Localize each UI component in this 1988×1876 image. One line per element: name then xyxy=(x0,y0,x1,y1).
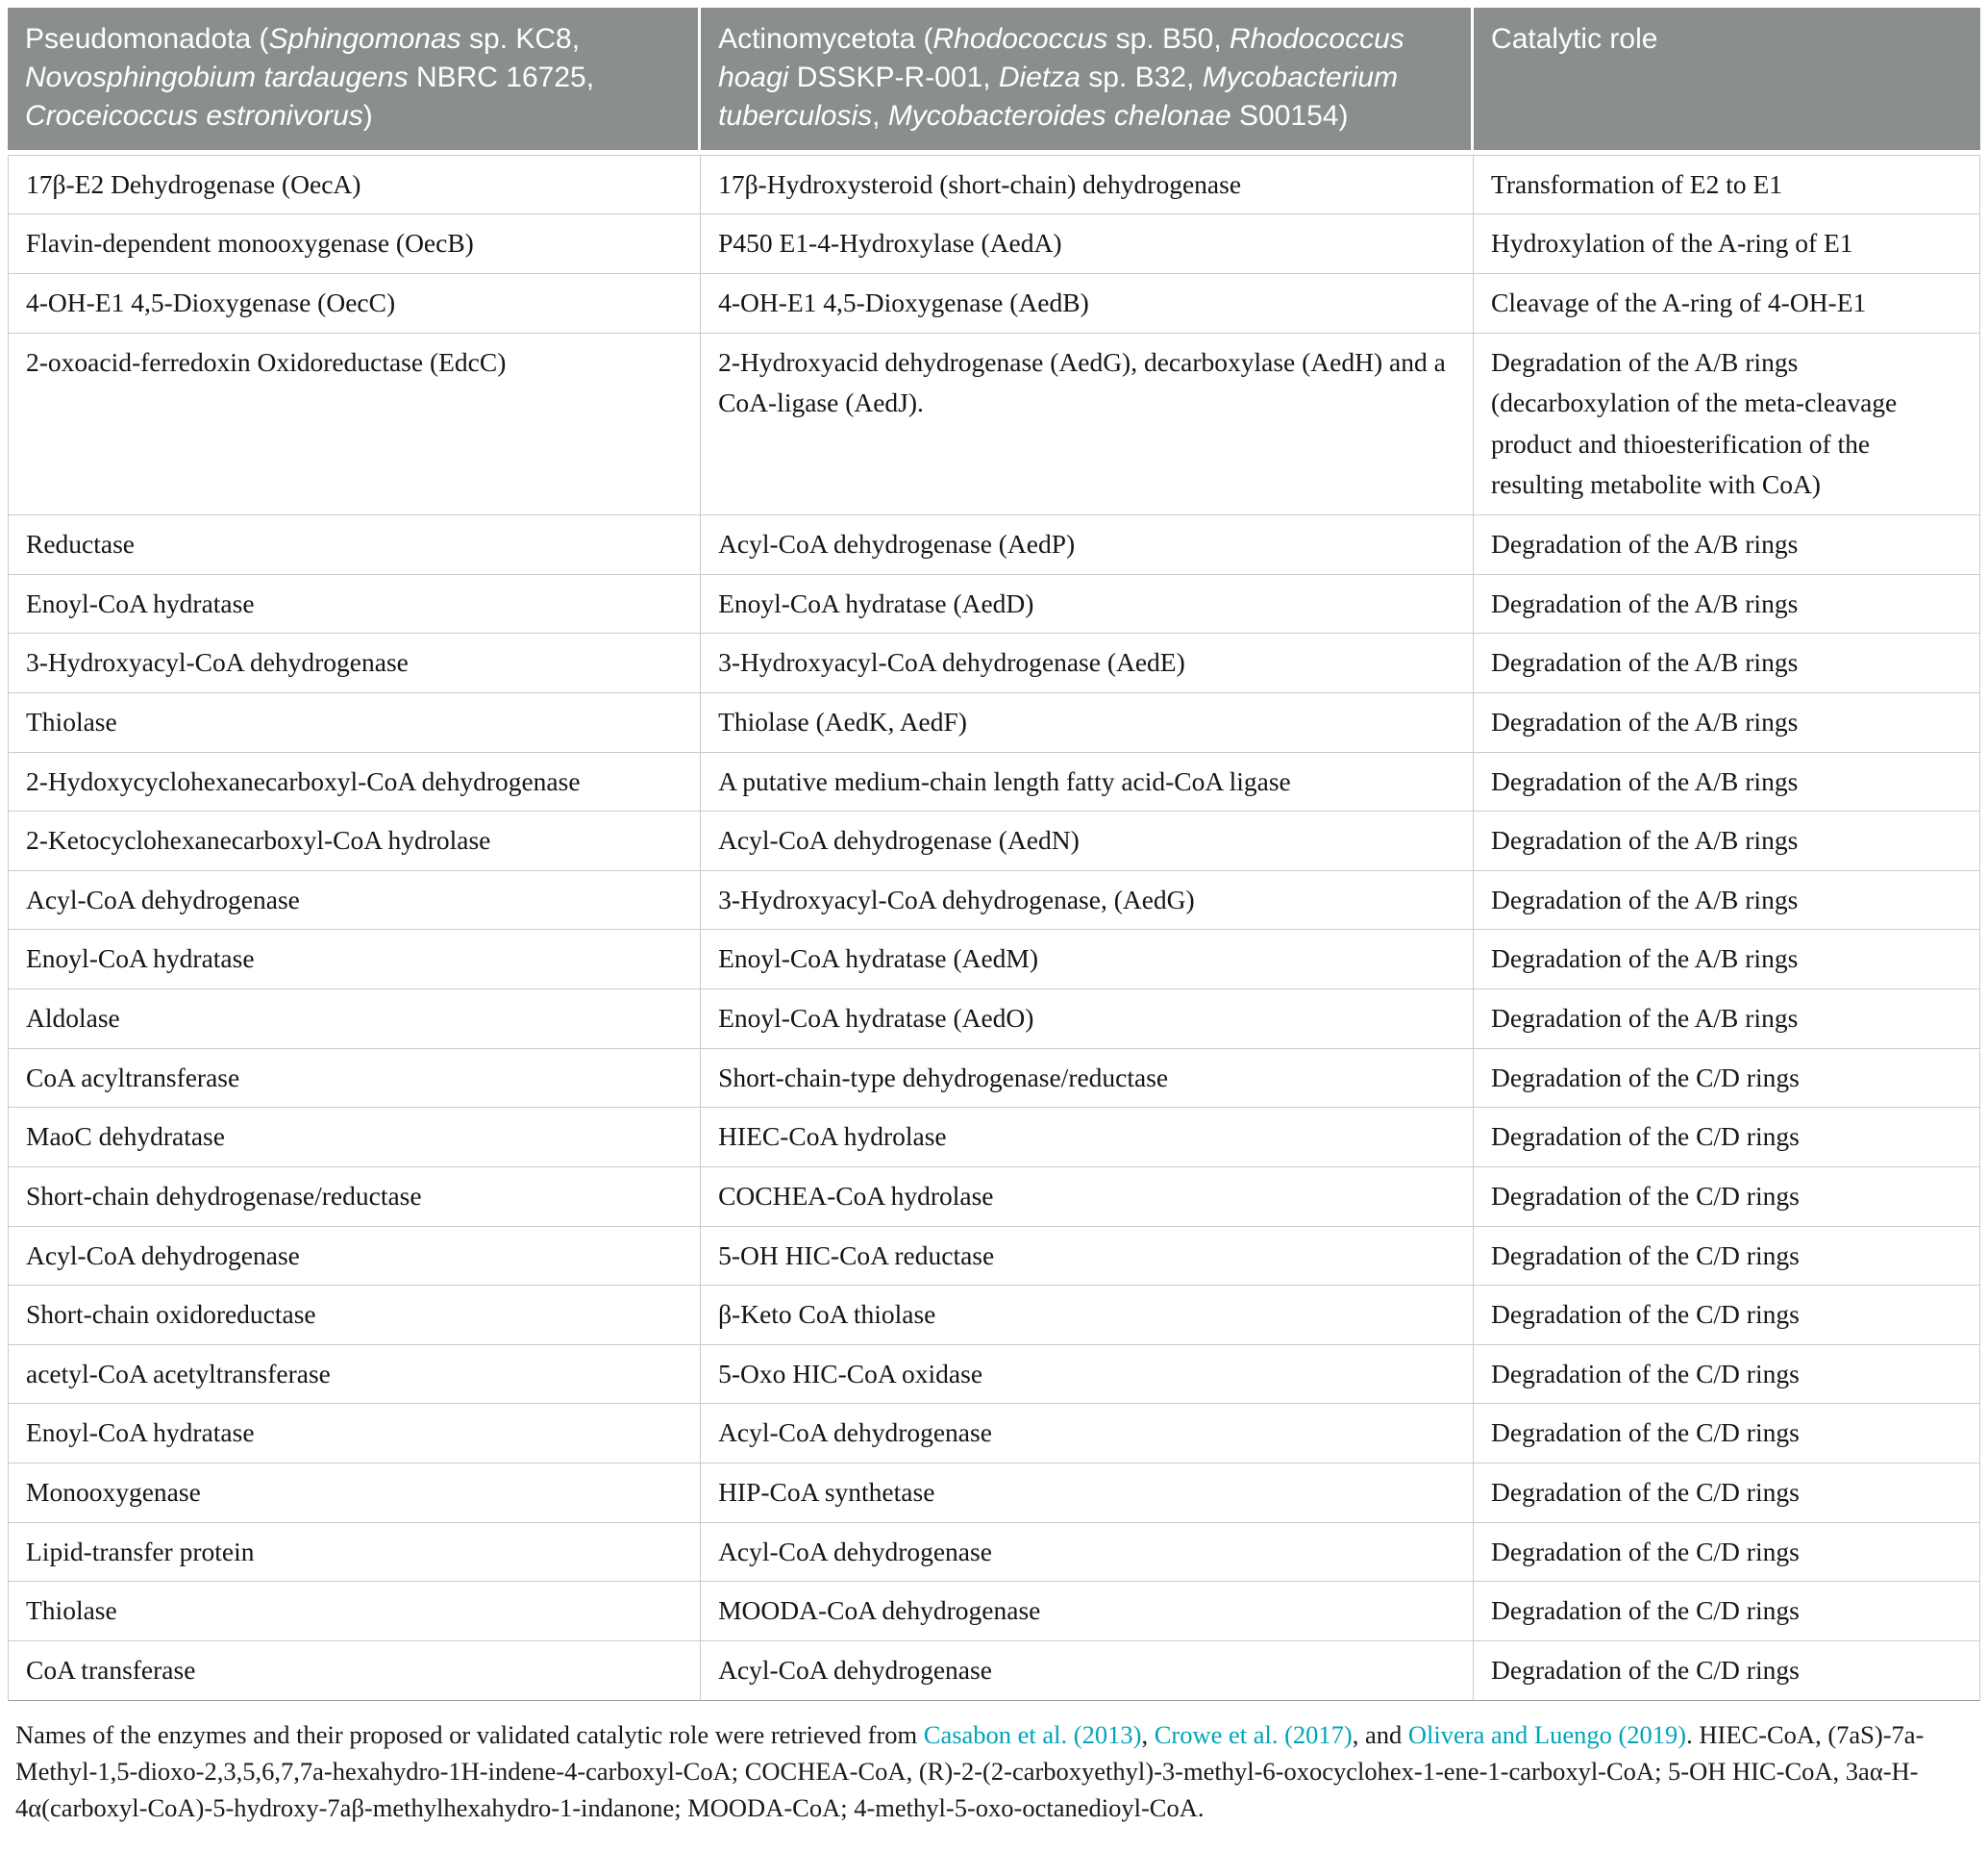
text-segment: Pseudomonadota ( xyxy=(25,23,269,55)
table-cell: Aldolase xyxy=(8,989,701,1049)
table-row xyxy=(8,634,1980,693)
table-cell: 4-OH-E1 4,5-Dioxygenase (OecC) xyxy=(8,274,701,334)
table-cell: Cleavage of the A-ring of 4-OH-E1 xyxy=(1474,274,1980,334)
table-cell: 5-Oxo HIC-CoA oxidase xyxy=(701,1345,1474,1405)
table-row xyxy=(8,930,1980,989)
table-cell: Thiolase (AedK, AedF) xyxy=(701,693,1474,753)
table-row xyxy=(8,214,1980,274)
species-name-italic: Rhodococcus xyxy=(932,23,1108,55)
table-cell: Enoyl-CoA hydratase xyxy=(8,1404,701,1463)
table-row xyxy=(8,334,1980,516)
text-segment: sp. B50, xyxy=(1107,23,1230,55)
table-row xyxy=(8,1345,1980,1405)
citation-link[interactable]: Casabon et al. (2013) xyxy=(923,1719,1142,1749)
column-header-catalytic-role xyxy=(1474,8,1980,155)
text-segment: , xyxy=(1141,1719,1155,1749)
table-cell: Transformation of E2 to E1 xyxy=(1474,155,1980,215)
table-row xyxy=(8,1108,1980,1167)
table-cell: Hydroxylation of the A-ring of E1 xyxy=(1474,214,1980,274)
table-cell: Reductase xyxy=(8,515,701,575)
table-cell: Degradation of the C/D rings xyxy=(1474,1286,1980,1345)
table-row xyxy=(8,1049,1980,1109)
table-cell: Acyl-CoA dehydrogenase xyxy=(8,1227,701,1287)
table-row xyxy=(8,1286,1980,1345)
text-segment: . HIEC-CoA, (7aS)-7a-Methyl-1,5-dioxo-2,3,5,6,7,7a-hexahydro-1H-indene-4-carboxyl-CoA; COCHEA-CoA, (R)-2-(2-carboxyethyl)-3-methyl-6-oxocyclohex-1-ene-1-carboxyl-CoA; 5-OH HIC-CoA, 3aα-H-4α(carboxyl-CoA)-5-hydroxy-7aβ-methylhexahydro-1-indanone; MOODA-CoA; 4-methyl-5-oxo-octanedioyl-CoA. xyxy=(15,1719,1925,1823)
table-cell: Thiolase xyxy=(8,693,701,753)
table-row xyxy=(8,575,1980,635)
text-segment: Names of the enzymes and their proposed or validated catalytic role were retrieved from xyxy=(15,1719,924,1749)
table-cell: Degradation of the A/B rings xyxy=(1474,930,1980,989)
table-row xyxy=(8,753,1980,813)
table-cell: 17β-E2 Dehydrogenase (OecA) xyxy=(8,155,701,215)
text-segment: Actinomycetota ( xyxy=(718,23,933,55)
column-header-actinomycetota xyxy=(701,8,1474,155)
table-cell: 17β-Hydroxysteroid (short-chain) dehydrogenase xyxy=(701,155,1474,215)
table-row xyxy=(8,1227,1980,1287)
text-segment: Catalytic role xyxy=(1491,23,1658,55)
species-name-italic: Sphingomonas xyxy=(268,23,461,55)
table-cell: CoA acyltransferase xyxy=(8,1049,701,1109)
table-cell: MaoC dehydratase xyxy=(8,1108,701,1167)
table-body xyxy=(8,155,1980,1701)
table-cell: Degradation of the A/B rings xyxy=(1474,812,1980,871)
table-cell: Acyl-CoA dehydrogenase (AedN) xyxy=(701,812,1474,871)
table-row xyxy=(8,274,1980,334)
table-cell: P450 E1-4-Hydroxylase (AedA) xyxy=(701,214,1474,274)
table-row xyxy=(8,693,1980,753)
species-name-italic: Dietza xyxy=(998,61,1081,93)
table-cell: 3-Hydroxyacyl-CoA dehydrogenase (AedE) xyxy=(701,634,1474,693)
table-cell: CoA transferase xyxy=(8,1641,701,1701)
table-cell: Flavin-dependent monooxygenase (OecB) xyxy=(8,214,701,274)
table-cell: 2-oxoacid-ferredoxin Oxidoreductase (EdcC) xyxy=(8,334,701,516)
table-cell: acetyl-CoA acetyltransferase xyxy=(8,1345,701,1405)
table-row xyxy=(8,1463,1980,1523)
table-cell: Short-chain-type dehydrogenase/reductase xyxy=(701,1049,1474,1109)
text-segment: sp. B32, xyxy=(1080,61,1203,93)
table-row xyxy=(8,515,1980,575)
table-row xyxy=(8,1167,1980,1227)
species-name-italic: Rhodococcus hoagi xyxy=(718,23,1404,93)
table-cell: HIP-CoA synthetase xyxy=(701,1463,1474,1523)
enzyme-table xyxy=(8,8,1980,1701)
table-cell: Acyl-CoA dehydrogenase xyxy=(701,1404,1474,1463)
table-cell: Degradation of the C/D rings xyxy=(1474,1049,1980,1109)
table-cell: Acyl-CoA dehydrogenase xyxy=(701,1523,1474,1583)
table-cell: Degradation of the A/B rings xyxy=(1474,575,1980,635)
table-cell: Degradation of the C/D rings xyxy=(1474,1345,1980,1405)
species-name-italic: Croceicoccus estronivorus xyxy=(25,99,363,132)
table-cell: Monooxygenase xyxy=(8,1463,701,1523)
table-row xyxy=(8,1582,1980,1641)
table-cell: Degradation of the A/B rings xyxy=(1474,693,1980,753)
table-cell: 3-Hydroxyacyl-CoA dehydrogenase xyxy=(8,634,701,693)
table-cell: Degradation of the C/D rings xyxy=(1474,1167,1980,1227)
table-cell: Degradation of the C/D rings xyxy=(1474,1404,1980,1463)
table-cell: 2-Hydroxyacid dehydrogenase (AedG), decarboxylase (AedH) and a CoA-ligase (AedJ). xyxy=(701,334,1474,516)
table-cell: Acyl-CoA dehydrogenase xyxy=(701,1641,1474,1701)
table-cell: Enoyl-CoA hydratase xyxy=(8,930,701,989)
text-segment: , and xyxy=(1352,1719,1408,1749)
table-cell: Degradation of the A/B rings xyxy=(1474,871,1980,931)
table-row xyxy=(8,989,1980,1049)
table-header-row xyxy=(8,8,1980,155)
table-cell: Degradation of the C/D rings xyxy=(1474,1463,1980,1523)
table-cell: Short-chain oxidoreductase xyxy=(8,1286,701,1345)
table-cell: A putative medium-chain length fatty acid-CoA ligase xyxy=(701,753,1474,813)
table-cell: Degradation of the A/B rings xyxy=(1474,753,1980,813)
table-cell: Degradation of the A/B rings xyxy=(1474,515,1980,575)
citation-link[interactable]: Crowe et al. (2017) xyxy=(1154,1719,1353,1749)
table-cell: Degradation of the C/D rings xyxy=(1474,1641,1980,1701)
column-header-pseudomonadota xyxy=(8,8,701,155)
text-segment: ) xyxy=(362,99,373,132)
text-segment: S00154) xyxy=(1230,99,1349,132)
text-segment: , xyxy=(872,99,888,132)
citation-link[interactable]: Olivera and Luengo (2019) xyxy=(1407,1719,1687,1749)
table-cell: COCHEA-CoA hydrolase xyxy=(701,1167,1474,1227)
table-cell: Enoyl-CoA hydratase (AedO) xyxy=(701,989,1474,1049)
table-cell: 4-OH-E1 4,5-Dioxygenase (AedB) xyxy=(701,274,1474,334)
table-cell: Short-chain dehydrogenase/reductase xyxy=(8,1167,701,1227)
table-row xyxy=(8,812,1980,871)
species-name-italic: Novosphingobium tardaugens xyxy=(25,61,409,93)
table-cell: 3-Hydroxyacyl-CoA dehydrogenase, (AedG) xyxy=(701,871,1474,931)
table-cell: Degradation of the C/D rings xyxy=(1474,1227,1980,1287)
table-cell: 5-OH HIC-CoA reductase xyxy=(701,1227,1474,1287)
table-cell: Degradation of the A/B rings xyxy=(1474,989,1980,1049)
table-cell: Acyl-CoA dehydrogenase xyxy=(8,871,701,931)
table-cell: Acyl-CoA dehydrogenase (AedP) xyxy=(701,515,1474,575)
table-cell: Thiolase xyxy=(8,1582,701,1641)
table-cell: 2-Hydoxycyclohexanecarboxyl-CoA dehydrogenase xyxy=(8,753,701,813)
table-header xyxy=(8,8,1980,155)
table-row xyxy=(8,1641,1980,1701)
table-cell: Degradation of the C/D rings xyxy=(1474,1108,1980,1167)
species-name-italic: Mycobacterium tuberculosis xyxy=(718,61,1399,132)
table-cell: Lipid-transfer protein xyxy=(8,1523,701,1583)
text-segment: sp. KC8, xyxy=(460,23,581,55)
table-row xyxy=(8,871,1980,931)
species-name-italic: Mycobacteroides chelonae xyxy=(887,99,1231,132)
table-cell: Degradation of the A/B rings xyxy=(1474,634,1980,693)
table-cell: Enoyl-CoA hydratase (AedD) xyxy=(701,575,1474,635)
table-row xyxy=(8,1404,1980,1463)
table-cell: Degradation of the C/D rings xyxy=(1474,1582,1980,1641)
table-cell: β-Keto CoA thiolase xyxy=(701,1286,1474,1345)
table-row xyxy=(8,1523,1980,1583)
text-segment: NBRC 16725, xyxy=(408,61,595,93)
table-cell: 2-Ketocyclohexanecarboxyl-CoA hydrolase xyxy=(8,812,701,871)
table-footnote xyxy=(15,1716,1973,1844)
table-row xyxy=(8,155,1980,215)
table-cell: Enoyl-CoA hydratase (AedM) xyxy=(701,930,1474,989)
text-segment: DSSKP-R-001, xyxy=(788,61,999,93)
table-cell: Enoyl-CoA hydratase xyxy=(8,575,701,635)
table-cell: Degradation of the C/D rings xyxy=(1474,1523,1980,1583)
table-cell: Degradation of the A/B rings (decarboxylation of the meta-cleavage product and thioesterification of the resulting metabolite with CoA) xyxy=(1474,334,1980,516)
table-cell: HIEC-CoA hydrolase xyxy=(701,1108,1474,1167)
table-cell: MOODA-CoA dehydrogenase xyxy=(701,1582,1474,1641)
